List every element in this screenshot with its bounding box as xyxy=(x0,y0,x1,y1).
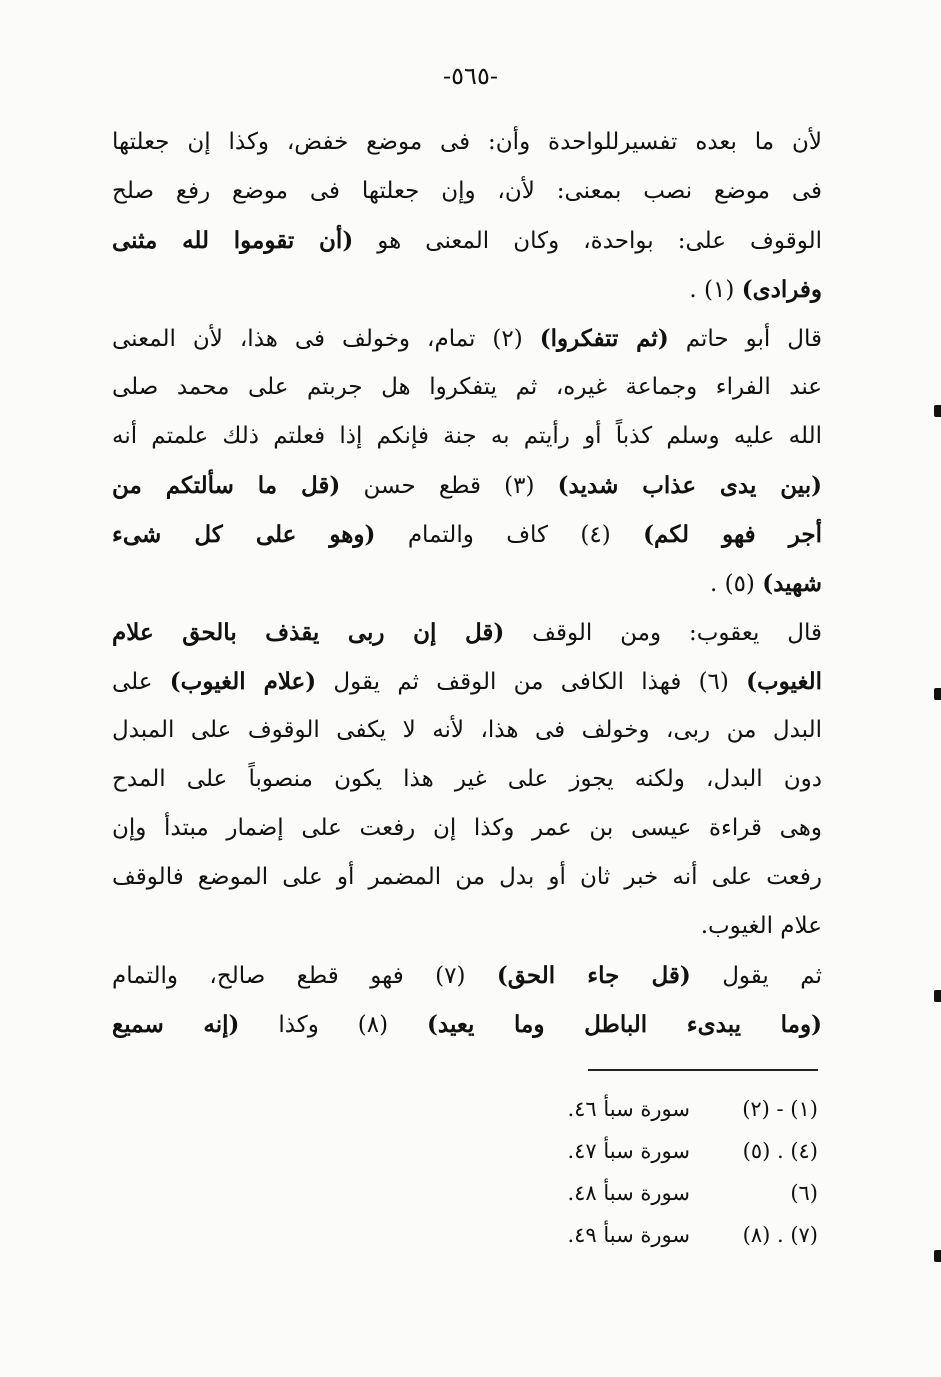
quran-quote: (أن تقوموا لله مثنى xyxy=(112,227,354,254)
text-line xyxy=(112,216,822,265)
text-run: (١) . xyxy=(689,277,742,303)
footnote-reference: سورة سبأ ٤٨. xyxy=(567,1181,690,1205)
text-run: علام الغيوب. xyxy=(700,913,822,939)
text-line xyxy=(112,657,822,706)
text-line xyxy=(112,118,822,167)
quran-quote: (وما يبدىء الباطل وما يعيد) xyxy=(427,1011,822,1038)
text-run: الوقوف على: بواحدة، وكان المعنى هو xyxy=(353,228,822,254)
text-run: (٥) . xyxy=(709,571,763,597)
quran-quote: (ثم تتفكروا) xyxy=(539,325,669,352)
footnotes xyxy=(520,1088,818,1256)
quran-quote: (علام الغيوب) xyxy=(169,668,317,695)
page-number: -٥٦٥- xyxy=(443,62,498,90)
footnote-number: (٤) . (٥) xyxy=(742,1139,818,1163)
text-line xyxy=(112,265,822,314)
body-text xyxy=(112,118,822,1049)
text-line xyxy=(112,167,822,216)
quran-quote: (قل جاء الحق) xyxy=(496,962,691,989)
text-run: (٢) تمام، وخولف فى هذا، لأن المعنى xyxy=(112,326,540,352)
text-run: وهى قراءة عيسى بن عمر وكذا إن رفعت على إضمار مبتدأ وإن xyxy=(112,815,822,841)
footnote-reference: سورة سبأ ٤٦. xyxy=(567,1097,690,1121)
text-line xyxy=(112,314,822,363)
text-run: ثم يقول xyxy=(690,963,822,989)
text-run: على xyxy=(112,669,170,695)
footnote-separator xyxy=(588,1069,818,1071)
footnote-reference: سورة سبأ ٤٧. xyxy=(567,1139,690,1163)
text-line xyxy=(112,1000,822,1049)
text-run: البدل من ربى، وخولف فى هذا، لأنه لا يكفى الوقوف على المبدل xyxy=(112,717,822,743)
quran-quote: الغيوب) xyxy=(746,668,822,695)
footnote xyxy=(520,1088,818,1130)
text-line xyxy=(112,461,822,510)
text-run: لأن ما بعده تفسيرللواحدة وأن: فى موضع خفض، وكذا إن جعلتها xyxy=(112,129,822,155)
footnote xyxy=(520,1214,818,1256)
text-run: فى موضع نصب بمعنى: لأن، وإن جعلتها فى موضع رفع صلح xyxy=(112,178,822,204)
quran-quote: أجر فهو لكم) xyxy=(643,521,822,548)
footnote-number: (٦) xyxy=(790,1181,818,1205)
text-line xyxy=(112,755,822,804)
text-run: (٨) وكذا xyxy=(239,1012,428,1038)
text-line xyxy=(112,559,822,608)
text-run: رفعت على أنه خبر ثان أو بدل من المضمر أو على الموضع فالوقف xyxy=(112,864,822,890)
quran-quote: (بين يدى عذاب شديد) xyxy=(557,472,822,499)
quran-quote: وفرادى) xyxy=(741,276,822,303)
text-run: الله عليه وسلم كذباً أو رأيتم به جنة فإنكم إذا فعلتم ذلك علمتم أنه xyxy=(112,423,822,449)
text-run: (٧) فهو قطع صالح، والتمام xyxy=(112,963,497,989)
text-line xyxy=(112,902,822,951)
edge-mark xyxy=(934,990,941,1002)
text-line xyxy=(112,363,822,412)
text-line xyxy=(112,510,822,559)
text-run: (٤) كاف والتمام xyxy=(375,522,644,548)
text-line xyxy=(112,608,822,657)
text-line xyxy=(112,853,822,902)
text-run: دون البدل، ولكنه يجوز على غير هذا يكون منصوباً على المدح xyxy=(112,766,822,792)
quran-quote: (وهو على كل شىء xyxy=(112,521,376,548)
text-run: قال يعقوب: ومن الوقف xyxy=(504,620,822,646)
edge-mark xyxy=(934,1250,941,1262)
footnote-number: (١) - (٢) xyxy=(742,1097,818,1121)
footnote xyxy=(520,1172,818,1214)
quran-quote: (إنه سميع xyxy=(112,1011,240,1038)
text-line xyxy=(112,412,822,461)
quran-quote: شهيد) xyxy=(762,570,822,597)
text-run: عند الفراء وجماعة غيره، ثم يتفكروا هل جربتم على محمد صلى xyxy=(112,374,822,400)
text-line xyxy=(112,804,822,853)
text-run: قال أبو حاتم xyxy=(668,326,822,352)
text-run: (٦) فهذا الكافى من الوقف ثم يقول xyxy=(316,669,747,695)
quran-quote: (قل إن ربى يقذف بالحق علام xyxy=(112,619,505,646)
text-line xyxy=(112,706,822,755)
footnote-reference: سورة سبأ ٤٩. xyxy=(567,1223,690,1247)
quran-quote: (قل ما سألتكم من xyxy=(112,472,341,499)
text-run: (٣) قطع حسن xyxy=(340,473,558,499)
edge-mark xyxy=(934,405,941,417)
edge-mark xyxy=(934,688,941,700)
footnote xyxy=(520,1130,818,1172)
text-line xyxy=(112,951,822,1000)
footnote-number: (٧) . (٨) xyxy=(742,1223,818,1247)
